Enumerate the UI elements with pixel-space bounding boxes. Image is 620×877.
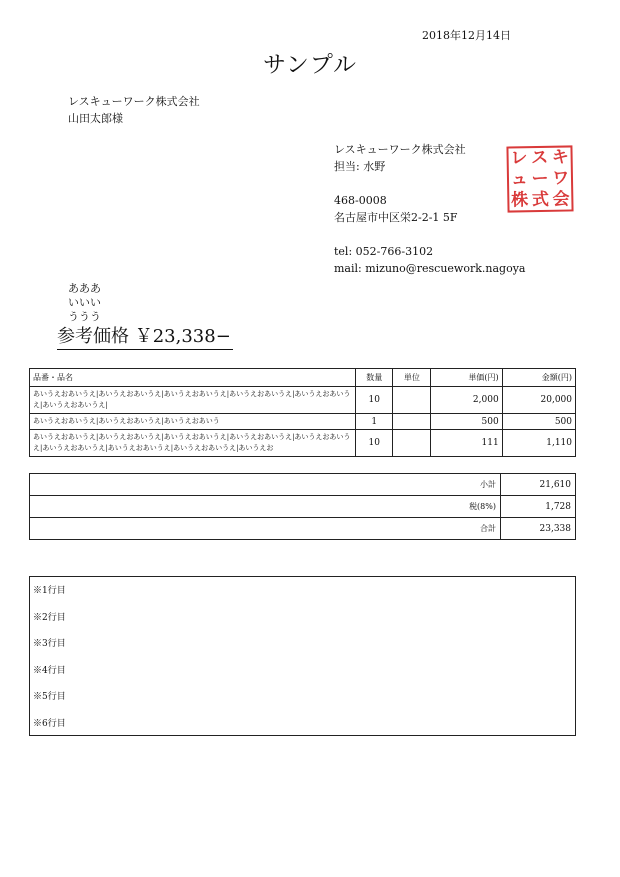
recipient-block (68, 93, 200, 127)
total-value: 23,338 (501, 518, 576, 540)
item-amount: 1,110 (502, 430, 575, 457)
total-row (30, 518, 576, 540)
totals-table (29, 473, 576, 540)
seal-char: ュ (510, 169, 529, 190)
seal-char: キ (551, 147, 569, 169)
header-amount: 金額(円) (502, 369, 575, 387)
sender-block (334, 141, 525, 277)
seal-char: ー (531, 168, 549, 190)
note-line: あああ (68, 282, 101, 295)
remark-line: ※1行目 (33, 586, 66, 596)
document-title: サンプル (263, 52, 357, 78)
sender-postal: 468-0008 (334, 194, 387, 207)
seal-char: 会 (552, 189, 570, 210)
sender-company: レスキューワーク株式会社 (334, 143, 466, 156)
company-seal-stamp (506, 145, 573, 212)
header-unit: 単位 (393, 369, 431, 387)
sender-address: 名古屋市中区栄2-2-1 5F (334, 211, 458, 224)
seal-char: ス (530, 148, 549, 169)
items-table (29, 368, 576, 457)
table-row (30, 414, 576, 430)
sender-mail: mail: mizuno@rescuework.nagoya (334, 262, 526, 275)
header-qty: 数量 (356, 369, 393, 387)
issue-date: 2018年12月14日 (422, 29, 511, 42)
sender-person: 担当: 水野 (334, 160, 386, 173)
remark-line: ※3行目 (33, 639, 66, 649)
sender-tel: tel: 052-766-3102 (334, 245, 434, 258)
item-qty: 10 (356, 387, 393, 414)
subtotal-value: 21,610 (501, 474, 576, 496)
tax-value: 1,728 (501, 496, 576, 518)
item-price: 111 (431, 430, 502, 457)
note-line: ううう (68, 310, 101, 323)
note-line: いいい (68, 296, 101, 309)
recipient-company: レスキューワーク株式会社 (68, 95, 200, 108)
remarks-box (29, 576, 576, 736)
subtotal-row (30, 474, 576, 496)
item-unit (393, 430, 431, 457)
seal-char: レ (510, 148, 528, 169)
seal-char: ワ (551, 168, 570, 189)
tax-row (30, 496, 576, 518)
subtotal-label: 小計 (30, 474, 501, 496)
tax-label: 税(8%) (30, 496, 501, 518)
seal-char: 株 (511, 189, 529, 211)
reference-price: 参考価格 ￥23,338− (57, 326, 233, 350)
remark-line: ※4行目 (33, 666, 66, 676)
recipient-name: 山田太郎様 (68, 112, 123, 125)
item-unit (393, 387, 431, 414)
table-row (30, 430, 576, 457)
item-amount: 500 (502, 414, 575, 430)
item-price: 2,000 (431, 387, 502, 414)
item-qty: 1 (356, 414, 393, 430)
remark-line: ※2行目 (33, 613, 66, 623)
seal-char: 式 (531, 189, 550, 210)
remark-line: ※5行目 (33, 692, 66, 702)
table-row (30, 387, 576, 414)
item-name: あいうえおあいうえ|あいうえおあいうえ|あいうえおあいう (30, 414, 356, 430)
item-amount: 20,000 (502, 387, 575, 414)
header-price: 単価(円) (431, 369, 502, 387)
items-header-row (30, 369, 576, 387)
item-unit (393, 414, 431, 430)
item-name: あいうえおあいうえ|あいうえおあいうえ|あいうえおあいうえ|あいうえおあいうえ|あいうえおあいうえ|あいうえおあいうえ| (30, 387, 356, 414)
notes-block (68, 282, 101, 324)
item-price: 500 (431, 414, 502, 430)
item-qty: 10 (356, 430, 393, 457)
total-label: 合計 (30, 518, 501, 540)
item-name: あいうえおあいうえ|あいうえおあいうえ|あいうえおあいうえ|あいうえおあいうえ|あいうえおあいうえ|あいうえおあいうえ|あいうえおあいうえ|あいうえおあいうえ|あいうえお (30, 430, 356, 457)
header-name: 品番・品名 (30, 369, 356, 387)
remark-line: ※6行目 (33, 719, 66, 729)
